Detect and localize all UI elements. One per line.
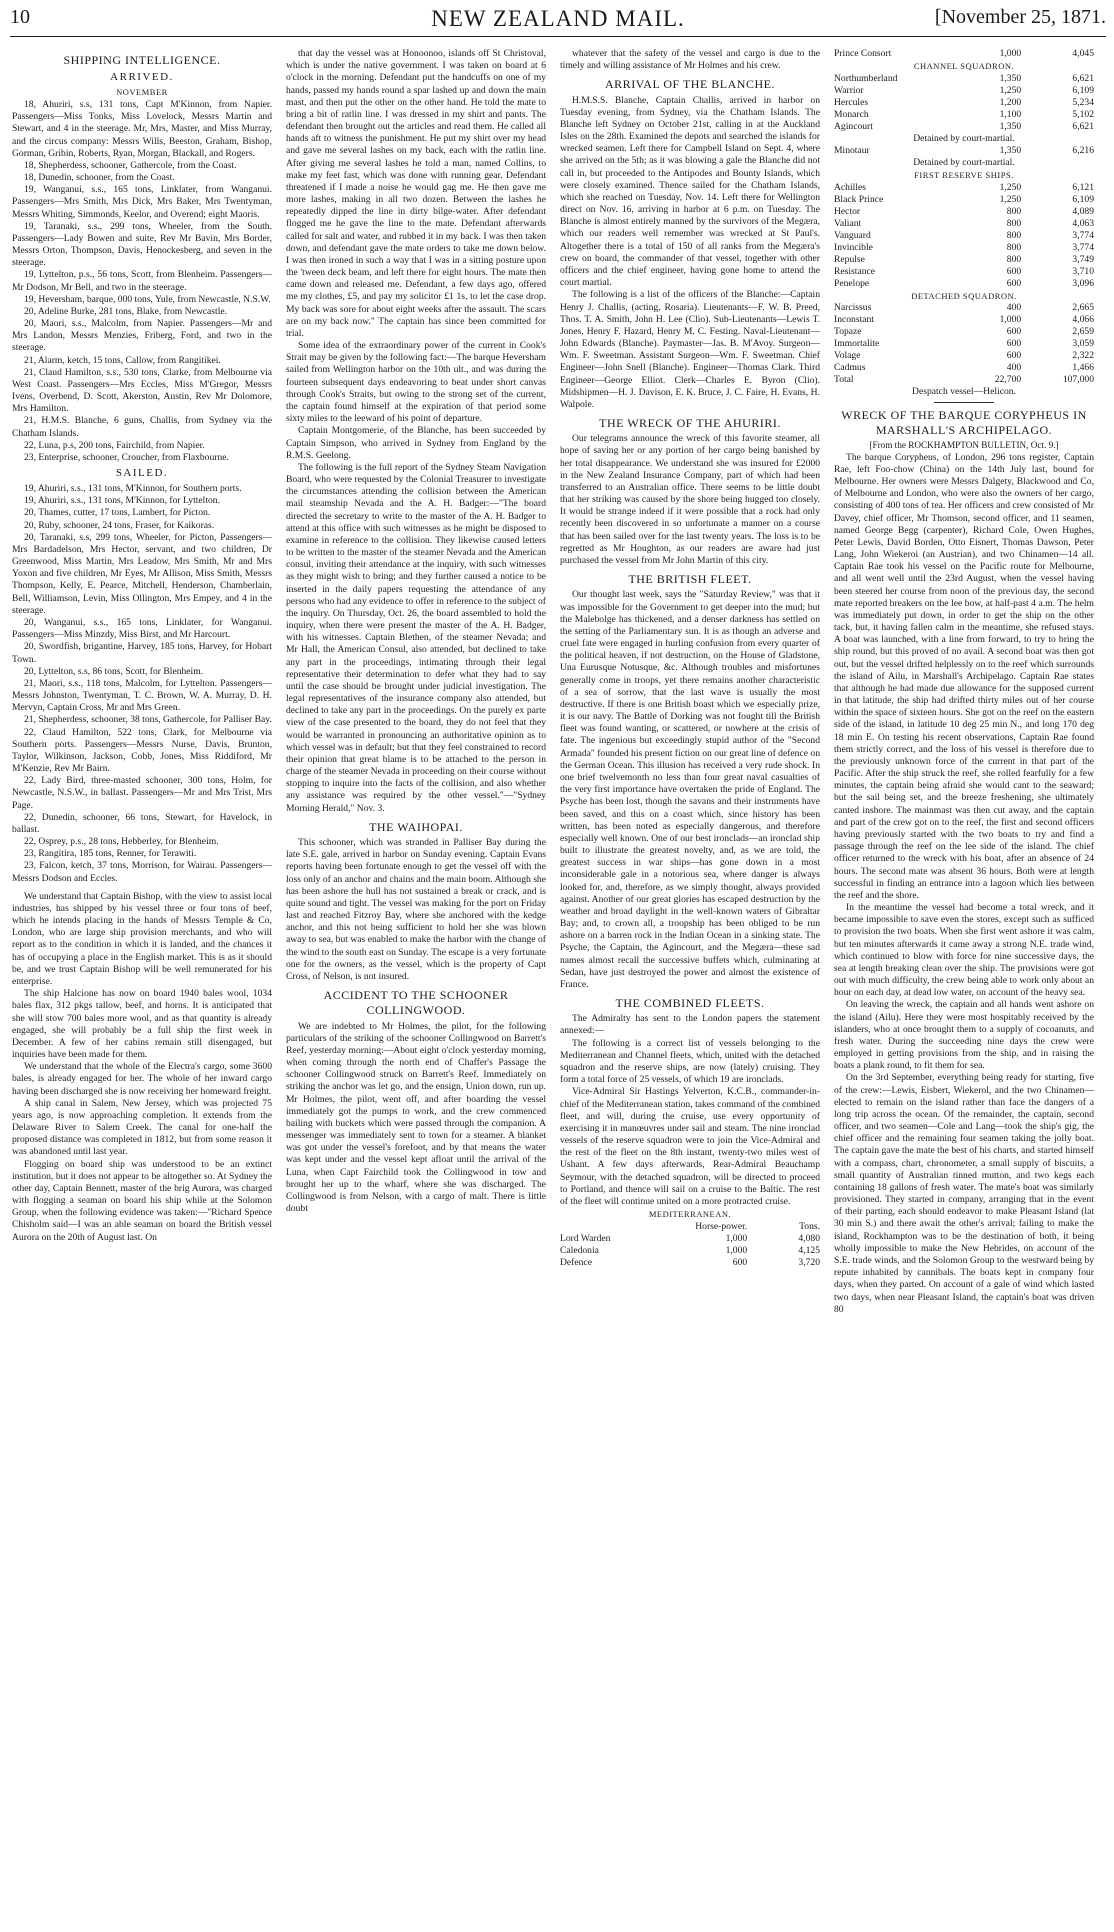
ship-name: Defence [560,1256,592,1268]
ship-name: Black Prince [834,193,884,205]
arrival-entry: 21, Alarm, ketch, 15 tons, Callow, from Rangitikei. [24,354,221,366]
ship-name: Inconstant [834,314,874,326]
news-paragraph: The following is a list of the officers of the Blanche:—Captain Henry J. Challis, (acting, Rosaria). Lieutenants—F. W. B. Preed, Thos. T. A. Smith, John H. Lee (Clio). Sub-Lieutenants—Lewis T. Jones, Henry F. Hazard, Henry M. C. Festing. Naval-Lieutenant—John Edwards (Blanche). Paymaster—Jas. B. M'Avoy. Surgeon—Wm. F. Sweetman. Assistant Surgeon—Wm. F. Sweetman. Chief Engineer—John Snell (Blanche). Engineer—Thomas Clark. Third Engineer—George Elliot. Clerk—Charles E. Byron (Clio). Midshipmen—H. J. Davison, E. K. Bruce, J. C. Faire, H. Evans, H. Walpole. [560,289,820,410]
ship-tons: 4,125 [798,1244,820,1256]
ship-row [834,206,1094,218]
minotaur-table [834,145,1094,157]
news-paragraph: On the 3rd September, everything being ready for starting, five of the crew:—Lewis, Eisbert, Wiekerol, and the two Chinamen—elected to remain on the island rather than face the dangers of a long trip across the ocean. Of the remainder, the captain, second officer, and two seamen—Cole and Lang—took the ship's gig, the chief officer and the remaining four seamen taking the jolly boat. The captain gave the mate the best of his charts, and started himself with a compass, chart, chronometer, a small supply of biscuits, a small quantity of Australian tinned mutton, and two kegs each containing 18 gallons of fresh water. The mate's boat was similarly provisioned. They started in company, arranging that in the event of their parting, each should endeavor to make Pleasant Island (lat 30 min S.) and there await the other's arrival; failing to make the island, Rockhampton was to be the destination of both, it being wholly impossible to make the New Hebrides, on account of the S.E. trade winds, and the Solomon Group to the westward being by repute inhabited by cannibals. The boats kept in company four days, when they parted. On account of a gale of wind which lasted two days, when near Pleasant Island, the captain's boat was driven 80 [834,1072,1094,1315]
ship-horsepower: 1,200 [999,96,1022,108]
sailing-entry: 20, Taranaki, s.s, 299 tons, Wheeler, for Picton, Passengers—Mrs Bardadelson, Mrs Hector, servant, and two children, Dr Greenwood, Miss Martin, Mrs Leadow, Mrs Smith, Mr and Mrs Yoxon and five children, Mr Eyes, Mr Allison, Miss Smith, Messrs Thompson, Kelly, E. Pearce, Mitchell, Henderson, Chamberlain, Bell, Williamson, Levin, Miss Ollington, Mrs Empey, and 4 in the steerage. [12,531,272,616]
ship-name: Northumberland [834,72,898,84]
ship-tons: 6,216 [1072,144,1094,156]
channel-table [834,73,1094,133]
blanche-title: ARRIVAL OF THE BLANCHE. [605,77,775,92]
detained-note-1: Detained by court-martial. [913,132,1015,144]
arrival-entry: 18, Shepherdess, schooner, Gathercole, from the Coast. [24,159,237,171]
ship-name: Cadmus [834,362,866,374]
arrival-entry: 21, H.M.S. Blanche, 6 guns, Challis, from Sydney via the Chatham Islands. [12,415,272,439]
ship-row [834,302,1094,314]
ship-horsepower: 800 [1006,217,1022,229]
ship-name: Immortalite [834,338,880,350]
ship-name: Hector [834,205,861,217]
column-4 [834,48,1094,1926]
tons-heading: Tons. [799,1220,820,1232]
arrival-entry: 18, Dunedin, schooner, from the Coast. [24,172,175,184]
ship-tons: 3,720 [798,1256,820,1268]
news-paragraph: We understand that Captain Bishop, with the view to assist local industries, has shipped by his vessel three or four tons of beef, which he intends placing in the hands of Messrs Temple & Co, London, who are large ship provision merchants, and who will report as to the condition in which it is landed, and the chances it has of occupying a place in the English market. This is as it should be, and we trust Captain Bishop will be well remunerated for his enterprise. [12,890,272,987]
ship-row [834,218,1094,230]
ship-row [834,242,1094,254]
section-divider [934,402,994,403]
ship-horsepower: 1,000 [999,48,1022,59]
column-3 [560,48,820,1926]
ship-row [834,254,1094,266]
ship-row [834,145,1094,157]
arrival-entry: 23, Enterprise, schooner, Croucher, from Flaxbourne. [24,451,229,463]
ship-tons: 3,774 [1072,241,1094,253]
sailing-entry: 23, Falcon, ketch, 37 tons, Morrison, for Wairau. Passengers—Messrs Dodson and Eccles. [12,860,272,884]
sailing-entry: 21, Shepherdess, schooner, 38 tons, Gathercole, for Palliser Bay. [24,714,272,726]
ship-tons: 3,059 [1072,338,1094,350]
combined-article [560,1013,820,1208]
news-paragraph: H.M.S.S. Blanche, Captain Challis, arrived in harbor on Tuesday evening, from Sydney, via the Chatham Islands. The Blanche left Sydney on October 21st, calling in at the Auckland Isles on the 28th. Examined the depots and searched the islands for wrecked seamen. Left there for Campbell Island on Sept. 4, where she arrived on the 5th; as it was blowing a gale the Blanche did not call in, but proceeded to the Antipodes and Bounty Islands, which were closely examined. Thence sailed for the Chatham Islands, which she reached on Tuesday, Nov. 14. Left there for Wellington direct on Nov. 16, arriving in harbor at 6 p.m. on Tuesday. The Blanche is almost entirely manned by the survivors of the Megæra, which our readers well remember was wrecked at St Paul's. Altogether there is a total of 150 of all ranks from the Megæra's crew on board, the commander of that vessel, together with other officers and the chief engineer, having gone home to attend the court martial. [560,94,820,289]
ship-horsepower: 1,350 [999,144,1022,156]
ship-name: Narcissus [834,302,872,314]
ship-name: Lord Warden [560,1232,611,1244]
ship-tons: 2,322 [1072,350,1094,362]
ship-horsepower: 1,000 [999,314,1022,326]
detained-note-2: Detained by court-martial. [913,156,1015,168]
news-paragraph: On leaving the wreck, the captain and all hands went ashore on the island (Ailu). Here they were most hospitably received by the islanders, who at once brought them to a supply of cocoanuts, and fresh water. During the succeeding nine days the crew were employed in getting provisions from the ship, and in raising the boats a plank round, to fit them for sea. [834,999,1094,1072]
sailing-entry: 20, Ruby, schooner, 24 tons, Fraser, for Kaikoras. [24,519,215,531]
fleet-title: THE BRITISH FLEET. [628,572,752,587]
ship-horsepower: 1,250 [999,181,1022,193]
ship-row [834,326,1094,338]
ship-tons: 6,109 [1072,84,1094,96]
ship-horsepower: 1,350 [999,120,1022,132]
masthead: NEW ZEALAND MAIL. [431,6,685,31]
ahuriri-article [560,433,820,567]
page-header [10,6,1106,32]
ship-name: Invincible [834,241,873,253]
news-paragraph: Captain Montgomerie, of the Blanche, has been succeeded by Captain Simpson, who arrived in Sydney from England by the R.M.S. Geelong. [286,425,546,461]
news-paragraph: Our telegrams announce the wreck of this favorite steamer, all hope of saving her or any portion of her cargo being banished by her total disappearance. We understand she was insured for £2000 in the New Zealand Insurance Company, part of which had been transferred to an Australian office. There seems to be little doubt that her striking was caused by the shore being hugged too closely. It would be strange indeed if it were possible that a rock had only recently been discovered in so unfortunate a manner on a course that has been sailed over for the last twenty years. The loss is to be regretted as Mr Houghton, as our readers are aware had just purchased the vessel from Mr John Martin of this city. [560,433,820,566]
arrival-entry: 19, Taranaki, s.s., 299 tons, Wheeler, from the South. Passengers—Lady Bowen and suite, Rev Mr Bavin, Mrs Border, Messrs Orton, Thompson, Davis, Henockesberg, and seven in the steerage. [12,220,272,269]
ship-name: Vanguard [834,229,871,241]
ship-tons: 4,045 [1072,48,1094,59]
ship-horsepower: 600 [1006,338,1022,350]
ship-horsepower: 400 [1006,302,1022,314]
ship-row [834,194,1094,206]
sailing-entry: 19, Ahuriri, s.s., 131 tons, M'Kinnon, for Lyttelton. [24,495,221,507]
news-paragraph: A ship canal in Salem, New Jersey, which was projected 75 years ago, is now approaching completion. It extends from the Delaware River to Salem Creek. The canal for one-half the proposed distance was completed in 1812, but from some reason it was abandoned until last year. [12,1097,272,1158]
sailing-entry: 19, Ahuriri, s.s., 131 tons, M'Kinnon, for Southern ports. [24,483,242,495]
ship-row [834,350,1094,362]
collingwood-article [286,1021,546,1216]
ship-tons: 6,109 [1072,193,1094,205]
ship-row [834,314,1094,326]
arrival-entry: 19, Heversham, barque, 000 tons, Yule, from Newcastle, N.S.W. [24,293,271,305]
fleet-article [560,589,820,991]
ship-horsepower: 1,250 [999,84,1022,96]
column-2 [286,48,546,1926]
hp-heading: Horse-power. [695,1220,748,1232]
ship-horsepower: 1,350 [999,72,1022,84]
fleet-table-continued [834,48,1094,60]
ship-tons: 4,080 [798,1232,820,1244]
arrival-entry: 19, Wanganui, s.s., 165 tons, Linklater, from Wanganui. Passengers—Mrs Smith, Mrs Dick, Mrs Baker, Mrs Twentyman, Messrs Whiting, Simmonds, Keelor, and Overend; eight Maoris. [12,184,272,220]
table-header-row [560,1221,820,1233]
ship-name: Total [834,374,854,386]
ship-horsepower: 600 [1006,265,1022,277]
collingwood-title: ACCIDENT TO THE SCHOONER COLLINGWOOD. [323,988,509,1018]
ship-horsepower: 600 [732,1256,748,1268]
header-rule [10,36,1106,37]
ship-row [834,230,1094,242]
ship-horsepower: 1,250 [999,193,1022,205]
sailing-entry: 22, Osprey, p.s., 28 tons, Hebberley, for Blenheim. [24,836,219,848]
ship-name: Resistance [834,265,876,277]
ship-name: Volage [834,350,861,362]
ship-name: Agincourt [834,120,873,132]
reserve-heading: FIRST RESERVE SHIPS. [914,170,1014,181]
page-number: 10 [10,6,30,28]
mediterranean-table [560,1221,820,1269]
news-paragraph: The Admiralty has sent to the London papers the statement annexed:— [560,1013,820,1037]
ship-row [834,362,1094,374]
ship-name: Hercules [834,96,869,108]
total-table [834,374,1094,386]
column-1 [12,48,272,1926]
mediterranean-heading: MEDITERRANEAN. [648,1209,732,1220]
sailing-entry: 22, Lady Bird, three-masted schooner, 300 tons, Holm, for Newcastle, N.S.W., in ballast. Passengers—Mr and Mrs Trist, Mrs Page. [12,775,272,811]
ship-name: Penelope [834,277,870,289]
despatch-vessel: Despatch vessel—Helicon. [912,386,1016,398]
news-paragraph: that day the vessel was at Honoonoo, islands off St Christoval, which is under the native government. I was taken on board at 6 o'clock in the morning. Defendant put the handcuffs on one of my hands, passed my hands round a spar lashed up and down the main mast, and then put the other on the other hand. He told the mate to bring a bit of ratlin line. I was dressed in my shirt and pants. The defendant then brought out the articles and read them. He called all hands aft to witness the punishment. He put my shirt over my head and gave me several lashes on my back, each with the ratlin line. After giving me several lashes he told a man, named Collins, to make my feet fast, which was done with running gear. Defendant threatened if I made a noise he would gag me. He then gave me more lashes, making in all two dozen. Between the lashes he repeatedly dipped the line in dirty bilge-water. After defendant flogged me he gave the line to the mate. Defendant afterwards called for salt and water, and rubbed it in my back. I was then taken down, and defendant gave the mate orders to take me down below. I was then ironed in such a way that I was in a sitting posture upon the 'tween deck beam, and left there for eight hours. The mate then came down and released me. Defendant, a few days ago, offered me my clothes, £5, and pay my solicitor £1 1s, to let the case drop. My back was sore for about eight weeks after the assault. The scars are on my back now." The captain has since been committed for trial. [286,48,546,339]
ship-row [560,1245,820,1257]
news-paragraph: Some idea of the extraordinary power of the current in Cook's Strait may be given by the following fact:—The barque Heversham sailed from Wellington harbor on the 10th ult., and was during the fourteen subsequent days endeavoring to beat under short canvas through Cook's Straits, but owing to the strong set of the current, the captain found himself at the expiration of that period some sixty miles to the leeward of his point of departure. [286,340,546,425]
news-paragraph: We understand that the whole of the Electra's cargo, some 3600 bales, is already engaged for her. The whole of her inward cargo having been discharged she is now receiving her homeward freight. [12,1061,272,1097]
corypheus-article [834,452,1094,1316]
channel-heading: CHANNEL SQUADRON. [913,60,1015,71]
ship-horsepower: 1,000 [725,1244,748,1256]
ship-row [834,338,1094,350]
corypheus-source: [From the ROCKHAMPTON BULLETIN, Oct. 9.] [869,439,1059,450]
ship-name: Prince Consort [834,48,892,59]
issue-date: [November 25, 1871. [934,6,1106,28]
ship-tons: 4,063 [1072,217,1094,229]
ship-row [834,278,1094,290]
lead-paragraph: whatever that the safety of the vessel and cargo is due to the timely and willing assistance of Mr Holmes and his crew. [560,48,820,72]
ship-row [834,374,1094,386]
combined-title: THE COMBINED FLEETS. [615,996,765,1011]
sailing-entry: 23, Rangitira, 185 tons, Renner, for Terawiti. [24,848,197,860]
ship-horsepower: 800 [1006,241,1022,253]
ship-row [560,1233,820,1245]
ship-horsepower: 400 [1006,362,1022,374]
ship-row [834,48,1094,60]
ship-row [834,109,1094,121]
ship-name: Valiant [834,217,862,229]
ship-horsepower: 800 [1006,229,1022,241]
news-paragraph: We are indebted to Mr Holmes, the pilot, for the following particulars of the striking of the schooner Collingwood on Barrett's Reef, yesterday morning:—About eight o'clock yesterday morning, when coming through the north end of Chaffer's Passage the schooner Collingwood struck on Barrett's Reef. Immediately on striking the anchor was let go, and the ensign, Union down, run up. Mr Holmes, the pilot, went off, and after boarding the vessel immediately got the pumps to work, and the crew commenced bailing with buckets which were passed through the companion. A messenger was immediately sent to town for a steamer. A blanket was got under the vessel's forefoot, and by that means the water was kept under and the vessel kept afloat until the arrival of the Luna, when Capt Fairchild took the Collingwood in tow and brought her up to the wharf, where she was discharged. The Collingwood is from Nelson, with a cargo of malt. There is little doubt [286,1020,546,1215]
news-paragraph: The ship Halcione has now on board 1940 bales wool, 1034 bales flax, 312 pkgs tallow, beef, and horns. It is anticipated that she will stow 700 bales more wool, and as that quantity is already engaged, she will probably be a full ship the first week in December. A few of her cabins remain still disengaged, but inquiries have been made for them. [12,988,272,1061]
ship-row [834,97,1094,109]
ship-name: Repulse [834,253,865,265]
sailing-entry: 20, Swordfish, brigantine, Harvey, 185 tons, Harvey, for Hobart Town. [12,641,272,665]
ship-tons: 6,621 [1072,120,1094,132]
ship-tons: 3,096 [1072,277,1094,289]
corypheus-title: WRECK OF THE BARQUE CORYPHEUS IN MARSHALL'S ARCHIPELAGO. [841,407,1087,437]
sailing-entry: 20, Wanganui, s.s., 165 tons, Linklater, for Wanganui. Passengers—Miss Minzdy, Miss Birst, and Mr Harcourt. [12,617,272,641]
news-paragraph: Our thought last week, says the "Saturday Review," was that it was impossible for the Government to get deeper into the mud; but the Malebolge has thickened, and a denser darkness has settled on the setting of the Parliamentary sun. It is as though an adverse and cruel fate were engaged in hurling confusion from every quarter of the political heaven, if not destruction, on the House of Gladstone, Una Eurusque Notusque, &c. Although troubles and misfortunes generally come in troops, yet there remains another characteristic of a sea of sorrow, that the last wave is usually the most destructive. If there is one British boast which we especially prize, it is our navy. The Battle of Dorking was not fought till the British fleet was found wanting, or scattered, or nowhere at the crisis of fate. The ingenious but exceedingly stupid author of the "Second Armada" founded his present fiction on our great line of defence on the German Ocean. This illusion has received a very rude shock. In one brief twelvemonth no less than four great naval casualties of the very first importance have overtaken the pride of England. The Psyche has been lost, though the savans and their instruments have been saved, and this on a coast which, since history has been written, has been noted as especially dangerous, and therefore especially well known. One of our best ironclads—an ironclad ship built to illustrate the greatest novelty, and, as we are told, the greatest success in war ships—has gone down in a most inconsiderable gale in a notorious sea, where danger is always looked for, and, therefore, as we simply thought, always provided against. Another of our great glories has escaped destruction by the weather and broad daylight in the well-known waters of Gibraltar Bay; and, to crown all, a troopship has been obliged to be run ashore on a barren rock in the Indian Ocean in a sinking state. The Psyche, the Captain, the Agincourt, and the Megæra—these sad names almost recall the successive buffets which, culminating at Sedan, have just destroyed the power and almost the existence of France. [560,589,820,990]
arrival-entry: 22, Luna, p.s, 200 tons, Fairchild, from Napier. [24,439,205,451]
ship-row [834,182,1094,194]
ship-tons: 2,665 [1072,302,1094,314]
ship-name: Achilles [834,181,866,193]
ship-horsepower: 600 [1006,326,1022,338]
ship-horsepower: 600 [1006,350,1022,362]
ship-horsepower: 600 [1006,277,1022,289]
arrived-heading: ARRIVED. [110,71,174,84]
ship-tons: 3,749 [1072,253,1094,265]
arrival-entry: 21, Claud Hamilton, s.s., 530 tons, Clarke, from Melbourne via West Coast. Passengers—Mrs Eccles, Miss M'Gregor, Messrs Ivens, Overbend, D. Scott, Akerston, Austin, Rev Mr Dolomore, Mrs Hamilton. [12,366,272,415]
ship-tons: 3,710 [1072,265,1094,277]
ship-horsepower: 22,700 [994,374,1022,386]
arrival-entry: 20, Maori, s.s., Malcolm, from Napier. Passengers—Mr and Mrs Landon, Messrs Menzies, Friberg, Ford, and two in the steerage. [12,318,272,354]
news-paragraph: The following is a correct list of vessels belonging to the Mediterranean and Channel fleets, which, united with the detached squadron and the reserve ships, are now (lately) cruising. They form a total force of 25 vessels, of which 19 are ironclads. [560,1037,820,1086]
blanche-article [560,95,820,411]
sailing-entry: 20, Thames, cutter, 17 tons, Lambert, for Picton. [24,507,211,519]
arrival-entry: 20, Adeline Burke, 281 tons, Blake, from Newcastle. [24,305,228,317]
ship-name: Minotaur [834,144,870,156]
ship-name: Monarch [834,108,869,120]
news-paragraph: Flogging on board ship was understood to be an extinct institution, but it does not appear to be altogether so. At Sydney the other day, Captain Bennett, master of the brig Aurora, was charged with flogging a seaman on board his ship while at the Solomon Group, when the following evidence was taken:—"Richard Spence Chisholm said—I was an able seaman on board the British vessel Aurora on the 20th of August last. On [12,1158,272,1243]
ship-tons: 3,774 [1072,229,1094,241]
shipping-notes [12,891,272,1244]
ship-tons: 1,466 [1072,362,1094,374]
ship-row [834,85,1094,97]
sailing-entry: 22, Claud Hamilton, 522 tons, Clark, for Melbourne via Southern ports. Passengers—Messrs Nurse, Davis, Brunton, Taylor, Wilkinson, Jackson, Cobb, Jones, Miss Riddiford, Mr M'Kenzie, Rev Mr Bairn. [12,726,272,775]
ship-name: Topaze [834,326,862,338]
sailing-entry: 22, Dunedin, schooner, 66 tons, Stewart, for Havelock, in ballast. [12,811,272,835]
news-paragraph: The barque Corypheus, of London, 296 tons register, Captain Rae, left Foo-chow (China) on the 14th July last, bound for Melbourne. Her owners were Messrs Dalgety, Blackwood and Co, of Melbourne and London, who were also the owners of her cargo, consisting of 400 tons of tea. Her officers and crew consisted of Mr Davey, chief officer, Mr Thomson, second officer, and 11 seamen, named George Begg (carpenter), Richard Cole, Owen Hughes, Peter Lewis, David Borden, Otto Eisnert, Thomas Dawson, Peter Lang, John Wiekeroi (an Austrian), and two Chinamen—14 all. Captain Rae took his vessel on the Pacific route for Melbourne, and all went well until the 23rd August, when the vessel having been steered her course from noon of the previous day, the second mate reported breakers on the lee bow, at half-past 4 a.m. The helm was immediately put down, in order to get the ship on the other tack, but, it having fallen calm in the meantime, she refused stays. A boat was launched, with a line from forward, to try to bring the ship round, but this proved of no avail. A second boat was then got out, but the vessel drifted helplessly on to the reef which surrounds the island of Ailu, in Marshall's Archipelago. Captain Rae states that although he had made due allowance for the supposed current in that latitude, the ship had drifted thirty miles out of her course within the space of sixteen hours. She got on the reef on the eastern side of the island, in latitude 10 deg 25 min N., and long 170 deg 18 min E. On testing his recent observations, Captain Rae found them strictly correct, and the loss of his vessel is therefore due to the previously unknown force of the current in that part of the Pacific. After the ship struck the reef, she rolled fearfully for a few minutes, the captain being afraid she would cant to the seaward; but the sail being set, and the breeze freshening, she ultimately canted inshore. The mainmast was then cut away, and the captain and part of the crew got on to the reef, the first and second officers having previously started with the two boats to try and find a passage through the reef on the lee side of the island. The chief officer returned to the wreck with his boat, after an absence of 24 hours. The second mate was absent 36 hours. Both were at length successful in finding an entrance into a lagoon which lies between the reef and the shore. [834,451,1094,901]
sailing-entry: 20, Lyttelton, s.s, 86 tons, Scott, for Blenheim. [24,665,204,677]
arrived-list [12,99,272,464]
news-paragraph: This schooner, which was stranded in Palliser Bay during the late S.E. gale, arrived in harbor on Sunday evening. Captain Evans reports having been fortunate enough to get the vessel off with the loss only of an anchor and chains and the main boom. Although she has been ashore the hull has not sustained a break or crack, and is quite sound and tight. The vessel was making for the port on Friday last and reached Fitzroy Bay, where she anchored with the kedge anchor, and this not being sufficient to hold her she was blown away to sea, but was enabled to make the harbor with the change of the wind to the south east on Sunday. The escape is a very fortunate one for the owners, as the vessel, which is the property of Capt Cross, of Nelson, is not insured. [286,837,546,982]
ship-tons: 5,234 [1072,96,1094,108]
ship-row [560,1257,820,1269]
arrival-entry: 19, Lyttelton, p.s., 56 tons, Scott, from Blenheim. Passengers—Mr Dodson, Mr Bell, and two in the steerage. [12,269,272,293]
sailing-entry: 21, Maori, s.s., 118 tons, Malcolm, for Lyttelton. Passengers—Messrs Johnston, Twentyman, T. C. Brown, W. A. Murray, D. H. Mervyn, Captain Cross, Mr and Mrs Green. [12,677,272,714]
detached-heading: DETACHED SQUADRON. [911,290,1017,301]
waihopai-title: THE WAIHOPAI. [369,819,463,834]
shipping-title: SHIPPING INTELLIGENCE. [63,53,221,67]
ship-horsepower: 800 [1006,253,1022,265]
ahuriri-title: THE WRECK OF THE AHURIRI. [599,416,781,431]
news-paragraph: The following is the full report of the Sydney Steam Navigation Board, who were requested by the Colonial Treasurer to investigate the circumstances attending the collision between the American mail steamship Nevada and the A. H. Badger:—"The board directed the secretary to write to the master of the A. H. Badger to attend at this office with such witnesses as he might be disposed to examine in reference to the collision. They likewise caused letters to be written to the master of the steamer Nevada and the American consul, inviting their attendance at the inquiry, with such witnesses as they might wish to bring; and they further caused a notice to be inserted in the daily papers requesting the attendance of any persons who had any evidence to offer in reference to the subject of the inquiry. On Thursday, Oct. 26, the board assembled to hold the inquiry, when there were present the master of the A. H. Badger, with his witnesses. Captain Blethen, of the steamer Nevada; and Mr Hall, the American Consul, also attended, but declined to take any part in the proceedings, intimating through their legal representative their determination to defer what they had to say until the case should be brought under judicial investigation. The legal representatives of the insurance company also attended, but declined to take any part in the proceedings. On the purely ex parte view of the case presented to the board, they do not feel that they would be warranted in pronouncing an authoritative opinion as to which vessel was in default; but that they feel constrained to record their opinion that great blame is to be attached to the person in charge of the steamer Nevada in proceeding on their course without stopping to inquire into the facts of the collision, and also whether any assistance was required by the other vessel."—"Sydney Morning Herald," Nov. 3. [286,461,546,814]
ship-tons: 107,000 [1062,374,1094,386]
ship-tons: 6,621 [1072,72,1094,84]
ship-row [834,266,1094,278]
ship-name: Caledonia [560,1244,599,1256]
ship-row [834,73,1094,85]
news-paragraph: In the meantime the vessel had become a total wreck, and it became impossible to save even the stores, except such as sufficed to provision the two boats. When she first went ashore it was calm, but ten minutes afterwards it came away a strong N.E. trade wind, which continued to blow with force for nine successive days, the sea at length breaking clean over the ship. The provisions were got out with much difficulty, the crew being able to work only about an hour on each day, at dead low water, on account of the heavy sea. [834,902,1094,999]
ship-tons: 6,121 [1072,181,1094,193]
news-paragraph: Vice-Admiral Sir Hastings Yelverton, K.C.B., commander-in-chief of the Mediterranean station, takes command of the combined fleet, and will, during the cruise, use every opportunity of exercising it in manœuvres under sail and steam. The nine ironclad vessels of the reserve squadron were to join the Vice-Admiral and the rest of the fleet on the 8th instant, twenty-two miles west of Ushant. A few days afterwards, Rear-Admiral Beauchamp Seymour, with the detached squadron, will be directed to proceed to Portland, and thence will sail on a cruise to the Baltic. The rest of the fleet will continue united on a more protracted cruise. [560,1086,820,1207]
flogging-article [286,48,546,815]
ship-tons: 5,102 [1072,108,1094,120]
reserve-table [834,182,1094,290]
ship-horsepower: 1,100 [999,108,1022,120]
ship-tons: 4,089 [1072,205,1094,217]
arrival-entry: 18, Ahuriri, s.s, 131 tons, Capt M'Kinnon, from Napier. Passengers—Miss Tonks, Miss Lovelock, Messrs Martin and Stewart, and 4 in the steerage. Mr, Mrs, Master, and Miss Murray, and the circus company: Messrs Wills, Beeston, Graham, Bishop, Gorman, Gribin, Roberts, Ryan, Morgan, Blackall, and Rogers. [12,98,272,159]
detached-table [834,302,1094,374]
ship-name: Warrior [834,84,864,96]
sailed-list [12,483,272,885]
ship-row [834,121,1094,133]
ship-tons: 4,066 [1072,314,1094,326]
ship-horsepower: 1,000 [725,1232,748,1244]
ship-horsepower: 800 [1006,205,1022,217]
ship-tons: 2,659 [1072,326,1094,338]
waihopai-article [286,837,546,983]
month-label: NOVEMBER [116,87,168,98]
sailed-heading: SAILED. [115,467,169,480]
